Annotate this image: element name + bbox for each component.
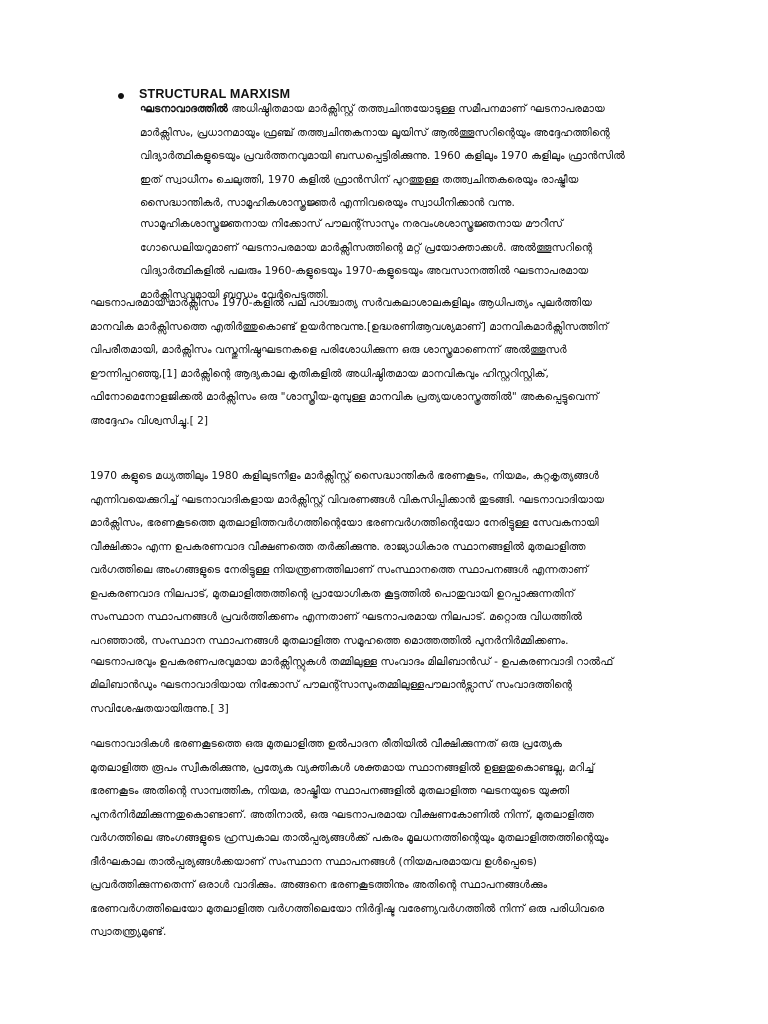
text-line: വിപരീതമായി, മാർക്സിസം വസ്തുനിഷ്ഠഘടനകളെ പരിശോധിക്കുന്ന ഒരു ശാസ്ത്രമാണെന്ന് അൽത്തൂസർ — [90, 344, 567, 356]
text-line: ഇത് സ്വാധീനം ചെലുത്തി, 1970 കളിൽ ഫ്രാൻസിന് പുറത്തുള്ള തത്ത്വചിന്തകരെയും രാഷ്ട്രീയ — [140, 173, 579, 186]
text-line: മാർക്സിസം, ഭരണകൂടത്തെ മുതലാളിത്തവർഗത്തിന്റെയോ ഭരണവർഗത്തിന്റെയോ നേരിട്ടുള്ള സേവകനായി — [90, 517, 599, 529]
text-line — [140, 103, 675, 115]
text-line: മുതലാളിത്ത രൂപം സ്വീകരിക്കുന്നു, പ്രത്യേക വ്യക്തികൾ ശക്തമായ സ്ഥാനങ്ങളിൽ ഉള്ളതുകൊണ്ടല്ല, മറിച്ച് — [90, 761, 595, 774]
text-line: ഭരണകൂടം അതിന്റെ സാമ്പത്തിക, നിയമ, രാഷ്ട്രീയ സ്ഥാപനങ്ങളിൽ മുതലാളിത്ത ഘടനയുടെ യുക്തി — [90, 785, 570, 797]
text-line-rest: അധിഷ്ഠിതമായ മാർക്സിസ്റ്റ് തത്ത്വചിന്തയോടുള്ള സമീപനമാണ് ഘടനാപരമായ — [227, 103, 605, 115]
bullet-icon — [118, 93, 124, 99]
text-line: മാർക്സിസവുമായി ബന്ധം വേർപെടുത്തി. — [140, 288, 329, 301]
text-line: പുനർനിർമ്മിക്കുന്നതുകൊണ്ടാണ്. അതിനാൽ, ഒരു ഘടനാപരമായ വീക്ഷണകോണിൽ നിന്ന്, മുതലാളിത്ത — [90, 808, 594, 821]
text-line: ഘടനാപരവും ഉപകരണപരവുമായ മാർക്സിസ്റ്റുകൾ തമ്മിലുള്ള സംവാദം മിലിബാൻഡ് - ഉപകരണവാദി റാൽഫ് — [90, 655, 614, 668]
text-line: വർഗത്തിലെ അംഗങ്ങളുടെ ഹ്രസ്വകാല താൽപ്പര്യങ്ങൾക്ക് പകരം മൂലധനത്തിന്റെയും മുതലാളിത്തത്തിന്റെയും — [90, 832, 609, 844]
text-line: മാർക്സിസം, പ്രധാനമായും ഫ്രഞ്ച് തത്ത്വചിന്തകനായ ലൂയിസ് ആൽത്തൂസറിന്റെയും അദ്ദേഹത്തിന്റെ — [140, 126, 610, 139]
text-line: ഘടനാപരമായ മാർക്സിസം 1970-കളിൽ പല പാശ്ചാത്യ സർവകലാശാലകളിലും ആധിപത്യം പുലർത്തിയ — [90, 297, 592, 309]
text-line: ഊന്നിപ്പറഞ്ഞു,[1] മാർക്സിന്റെ ആദ്യകാല കൃതികളിൽ അധിഷ്ഠിതമായ മാനവികവും ഹിസ്റ്ററിസ്റ്റിക്, — [90, 367, 549, 380]
text-line: ഗോഡെലിയറുമാണ് ഘടനാപരമായ മാർക്സിസത്തിന്റെ മറ്റ് പ്രയോക്താക്കൾ. അൽത്തൂസറിന്റെ — [140, 241, 593, 254]
text-line: വിദ്യാർത്ഥികളുടെയും പ്രവർത്തനവുമായി ബന്ധപ്പെട്ടിരിക്കുന്നു. 1960 കളിലും 1970 കളിലും ഫ്രാൻസിൽ — [140, 150, 625, 162]
text-line: ഭരണവർഗത്തിലെയോ മുതലാളിത്ത വർഗത്തിലെയോ നിർദ്ദിഷ്ട വരേണ്യവർഗത്തിൽ നിന്ന് ഒരു പരിധിവരെ — [90, 902, 605, 915]
text-line: എന്നിവയെക്കുറിച്ച് ഘടനാവാദികളായ മാർക്സിസ്റ്റ് വിവരണങ്ങൾ വികസിപ്പിക്കാൻ തുടങ്ങി. ഘടനാവാദിയായ — [90, 493, 605, 506]
bullet-body — [140, 103, 675, 312]
text-line: ഉപകരണവാദ നിലപാട്, മുതലാളിത്തത്തിന്റെ പ്രായോഗികത കൂട്ടത്തിൽ പൊതുവായി ഉറപ്പാക്കുന്നതിന് — [90, 587, 575, 600]
text-line: വർഗത്തിലെ അംഗങ്ങളുടെ നേരിട്ടുള്ള നിയന്ത്രണത്തിലാണ് സംസ്ഥാനത്തെ സ്ഥാപനങ്ങൾ എന്നതാണ് — [90, 564, 589, 576]
text-line: സംസ്ഥാന സ്ഥാപനങ്ങൾ പ്രവർത്തിക്കണം എന്നതാണ് ഘടനാപരമായ നിലപാട്. മറ്റൊരു വിധത്തിൽ — [90, 611, 583, 623]
text-line: ഘടനാവാദികൾ ഭരണകൂടത്തെ ഒരു മുതലാളിത്ത ഉൽപാദന രീതിയിൽ വീക്ഷിക്കുന്നത് ഒരു പ്രത്യേക — [90, 738, 563, 750]
paragraph-1 — [90, 297, 680, 438]
text-line: പറഞ്ഞാൽ, സംസ്ഥാന സ്ഥാപനങ്ങൾ മുതലാളിത്ത സമൂഹത്തെ മൊത്തത്തിൽ പുനർനിർമ്മിക്കണം. — [90, 634, 569, 647]
paragraph-3 — [90, 738, 680, 950]
text-line: സവിശേഷതയായിരുന്നു.[ 3] — [90, 702, 229, 715]
text-line: വീക്ഷിക്കാം എന്ന ഉപകരണവാദ വീക്ഷണത്തെ തർക്കിക്കുന്നു. രാജ്യാധികാര സ്ഥാനങ്ങളിൽ മുതലാളിത്ത — [90, 540, 586, 553]
lead-term: ഘടനാവാദത്തിൽ — [140, 103, 228, 115]
text-line: സ്വാതന്ത്ര്യമുണ്ട്. — [90, 926, 167, 938]
text-line: സാമൂഹികശാസ്ത്രജ്ഞനായ നിക്കോസ് പൗലന്റ്സാസും നരവംശശാസ്ത്രജ്ഞനായ മൗറീസ് — [140, 218, 563, 230]
text-line: മാനവിക മാർക്സിസത്തെ എതിർത്തുകൊണ്ട് ഉയർന്നുവന്നു.[ഉദ്ധരണിആവശ്യമാണ്] മാനവികമാർക്സിസത്തിന് — [90, 320, 609, 333]
paragraph-2 — [90, 470, 680, 726]
text-line: ഫിനോമെനോളജിക്കൽ മാർക്സിസം ഒരു "ശാസ്ത്രീയ-മുമ്പുള്ള മാനവിക പ്രത്യയശാസ്ത്രത്തിൽ" അകപ്പെട്ടുവെന്ന് — [90, 391, 599, 403]
text-line: സൈദ്ധാന്തികർ, സാമൂഹികശാസ്ത്രജ്ഞർ എന്നിവരെയും സ്വാധീനിക്കാൻ വന്നു. — [140, 197, 515, 209]
section-heading: STRUCTURAL MARXISM — [139, 87, 291, 101]
text-line: അദ്ദേഹം വിശ്വസിച്ചു.[ 2] — [90, 414, 208, 427]
text-line: ദീർഘകാല താൽപ്പര്യങ്ങൾക്കയാണ് സംസ്ഥാന സ്ഥാപനങ്ങൾ (നിയമപരമായവ ഉൾപ്പെടെ) — [90, 855, 537, 868]
text-line: പ്രവർത്തിക്കുന്നതെന്ന് ഒരാൾ വാദിക്കും. അങ്ങനെ ഭരണകൂടത്തിനും അതിന്റെ സ്ഥാപനങ്ങൾക്കും — [90, 879, 548, 891]
text-line: 1970 കളുടെ മധ്യത്തിലും 1980 കളിലുടനീളം മാർക്സിസ്റ്റ് സൈദ്ധാന്തികർ ഭരണകൂടം, നിയമം, കുറ്റകൃത്യങ്ങൾ — [90, 470, 599, 482]
text-line: വിദ്യാർത്ഥികളിൽ പലരും 1960-കളുടെയും 1970-കളുടെയും അവസാനത്തിൽ ഘടനാപരമായ — [140, 265, 589, 277]
text-line: മിലിബാൻഡും ഘടനാവാദിയായ നിക്കോസ് പൗലന്റ്സാസുംതമ്മിലുള്ളപൗലാൻട്സാസ് സംവാദത്തിന്റെ — [90, 679, 573, 691]
